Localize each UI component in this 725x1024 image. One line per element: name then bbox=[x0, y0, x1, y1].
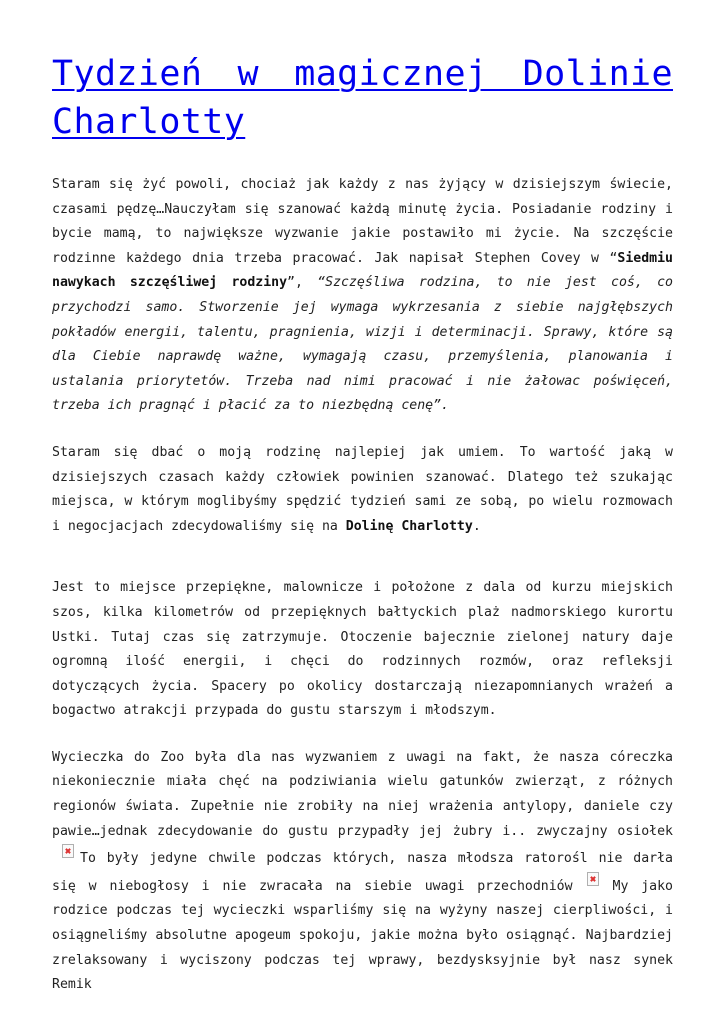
paragraph-4-text: Wycieczka do Zoo była dla nas wyzwaniem z uwagi na fakt, że nasza córeczka niekoniecznie miała chęć na podziwiania wielu gatunków zwierząt, z różnych regionów świata. Zupełnie nie zrobiły na niej wrażenia antylopy, daniele czy pawie…jednak zdecydowanie do gustu przypadły jej żubry i.. zwyczajny osiołek bbox=[52, 749, 673, 839]
paragraph-4-text-2: To były jedyne chwile podczas których, nasza młodsza ratorośl nie darła się w niebogłosy i nie zwracała na siebie uwagi przechodniów bbox=[52, 851, 673, 894]
paragraph-1-text: Staram się żyć powoli, chociaż jak każdy z nas żyjący w dzisiejszym świecie, czasami pędzę…Nauczyłam się szanować każdą minutę życia. Posiadanie rodziny i bycie mamą, to największe wyzwanie jakie postawiło mi życie. Na szczęście rodzinne każdego dnia trzeba pracować. Jak napisał Stephen Covey w “ bbox=[52, 177, 673, 266]
place-name: Dolinę Charlotty bbox=[345, 518, 473, 534]
broken-image-icon bbox=[62, 844, 74, 858]
paragraph-1 bbox=[52, 173, 673, 419]
broken-image-icon bbox=[587, 872, 599, 886]
paragraph-1-separator: ”, bbox=[287, 275, 318, 291]
book-title: Siedmiu nawykach szczęśliwej rodziny bbox=[52, 250, 673, 291]
article-title bbox=[52, 50, 673, 146]
article bbox=[52, 50, 673, 998]
paragraph-3: Jest to miejsce przepiękne, malownicze i położone z dala od kurzu miejskich szos, kilka kilometrów od przepięknych bałtyckich plaż nadmorskiego kurortu Ustki. Tutaj czas się zatrzymuje. Otoczenie bajecznie zielonej natury daje ogromną ilość energii, i chęci do rodzinnych rozmów, oraz refleksji dotyczących życia. Spacery po okolicy dostarczają niezapomnianych wrażeń a bogactwo atrakcji przypada do gustu starszym i młodszym. bbox=[52, 580, 673, 719]
paragraph-2 bbox=[52, 441, 673, 539]
article-title-link[interactable]: Tydzień w magicznej Dolinie Charlotty bbox=[52, 54, 673, 142]
paragraph-2-text: Staram się dbać o moją rodzinę najlepiej jak umiem. To wartość jaką w dzisiejszych czasach każdy człowiek powinien szanować. Dlatego też szukając miejsca, w którym moglibyśmy spędzić tydzień sami ze sobą, po wielu rozmowach i negocjacjach zdecydowaliśmy się na bbox=[52, 444, 673, 534]
paragraph-4 bbox=[52, 746, 673, 998]
paragraph-2-end: . bbox=[472, 518, 481, 534]
covey-quote: “Szczęśliwa rodzina, to nie jest coś, co przychodzi samo. Stworzenie jej wymaga wykrzesania z siebie najgłębszych pokładów energii, talentu, pragnienia, wizji i determinacji. Sprawy, które są dla Ciebie naprawdę ważne, wymagają czasu, przemyślenia, planowania i ustalania priorytetów. Trzeba nad nimi pracować i nie żałowac poświęceń, trzeba ich pragnąć i płacić za to niezbędną cenę”. bbox=[52, 275, 673, 414]
paragraph-4-text-3: My jako rodzice podczas tej wycieczki wsparliśmy się na wyżyny naszej cierpliwości, i osiągneliśmy absolutne apogeum spokoju, jakie można było osiągnąć. Najbardziej zrelaksowany i wyciszony podczas tej wprawy, bezdysksyjnie był nasz synek Remik bbox=[52, 878, 673, 993]
